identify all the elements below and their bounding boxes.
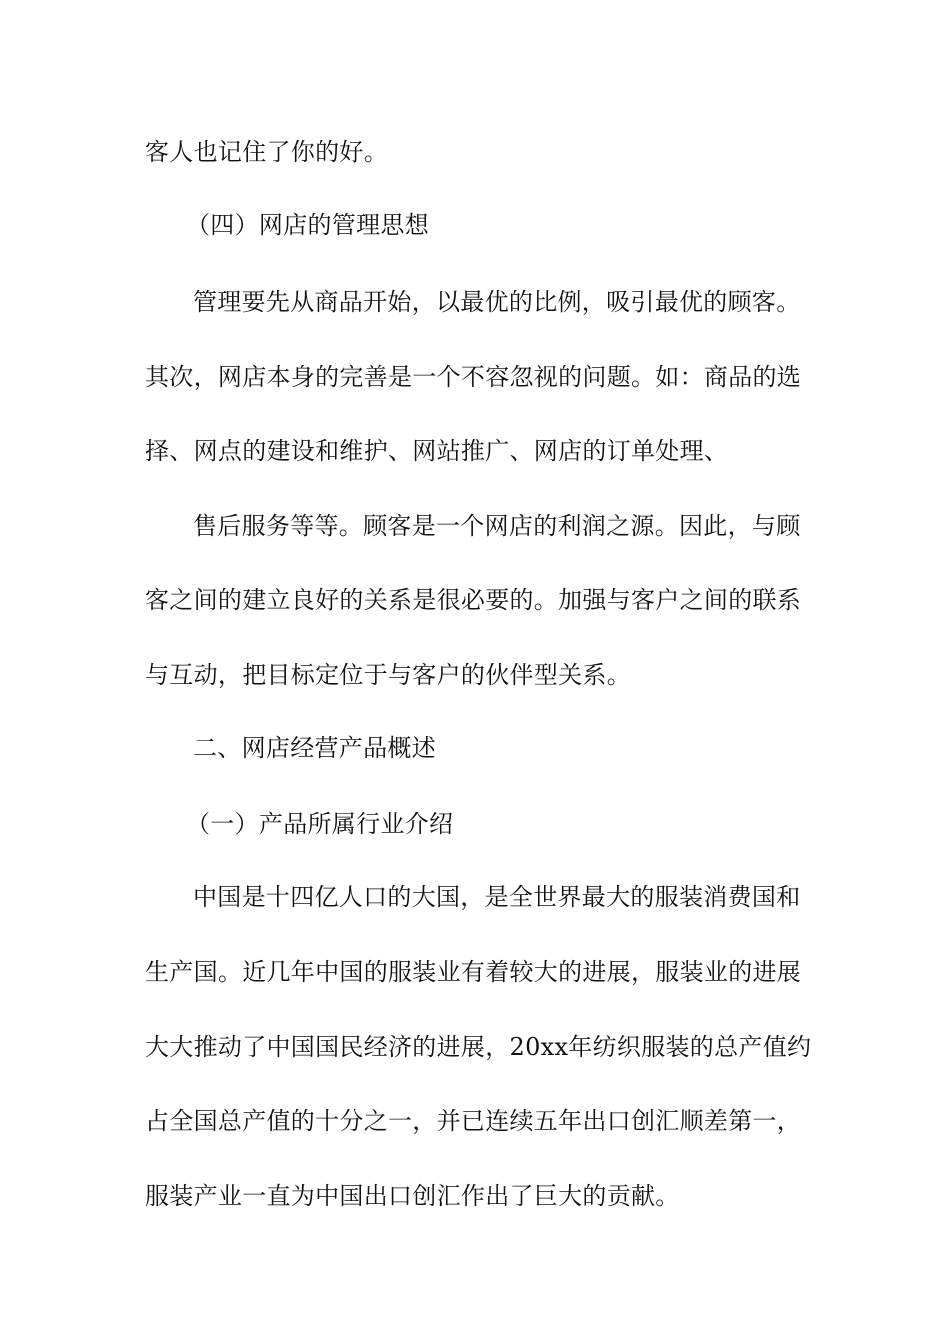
paragraph-line: 大大推动了中国国民经济的进展，20xx年纺织服装的总产值约 [145, 1033, 812, 1061]
paragraph-line: 管理要先从商品开始，以最优的比例，吸引最优的顾客。 [193, 288, 801, 316]
section-heading-industry: （一）产品所属行业介绍 [186, 810, 454, 838]
paragraph-line: 服装产业一直为中国出口创汇作出了巨大的贡献。 [145, 1182, 680, 1210]
paragraph-line: 生产国。近几年中国的服装业有着较大的进展，服装业的进展 [145, 958, 802, 986]
paragraph-line: 与互动，把目标定位于与客户的伙伴型关系。 [145, 661, 631, 689]
paragraph-line: 售后服务等等。顾客是一个网店的利润之源。因此，与顾 [193, 512, 801, 540]
paragraph-line: 其次，网店本身的完善是一个不容忽视的问题。如：商品的选 [145, 363, 802, 391]
chapter-heading-products: 二、网店经营产品概述 [193, 734, 436, 762]
section-heading-management: （四）网店的管理思想 [186, 211, 429, 239]
paragraph-line: 占全国总产值的十分之一，并已连续五年出口创汇顺差第一， [145, 1107, 802, 1135]
paragraph-line: 客之间的建立良好的关系是很必要的。加强与客户之间的联系 [145, 586, 802, 614]
paragraph-line: 中国是十四亿人口的大国，是全世界最大的服装消费国和 [193, 883, 801, 911]
text-line: 客人也记住了你的好。 [145, 138, 388, 166]
paragraph-line: 择、网点的建设和维护、网站推广、网店的订单处理、 [145, 437, 729, 465]
